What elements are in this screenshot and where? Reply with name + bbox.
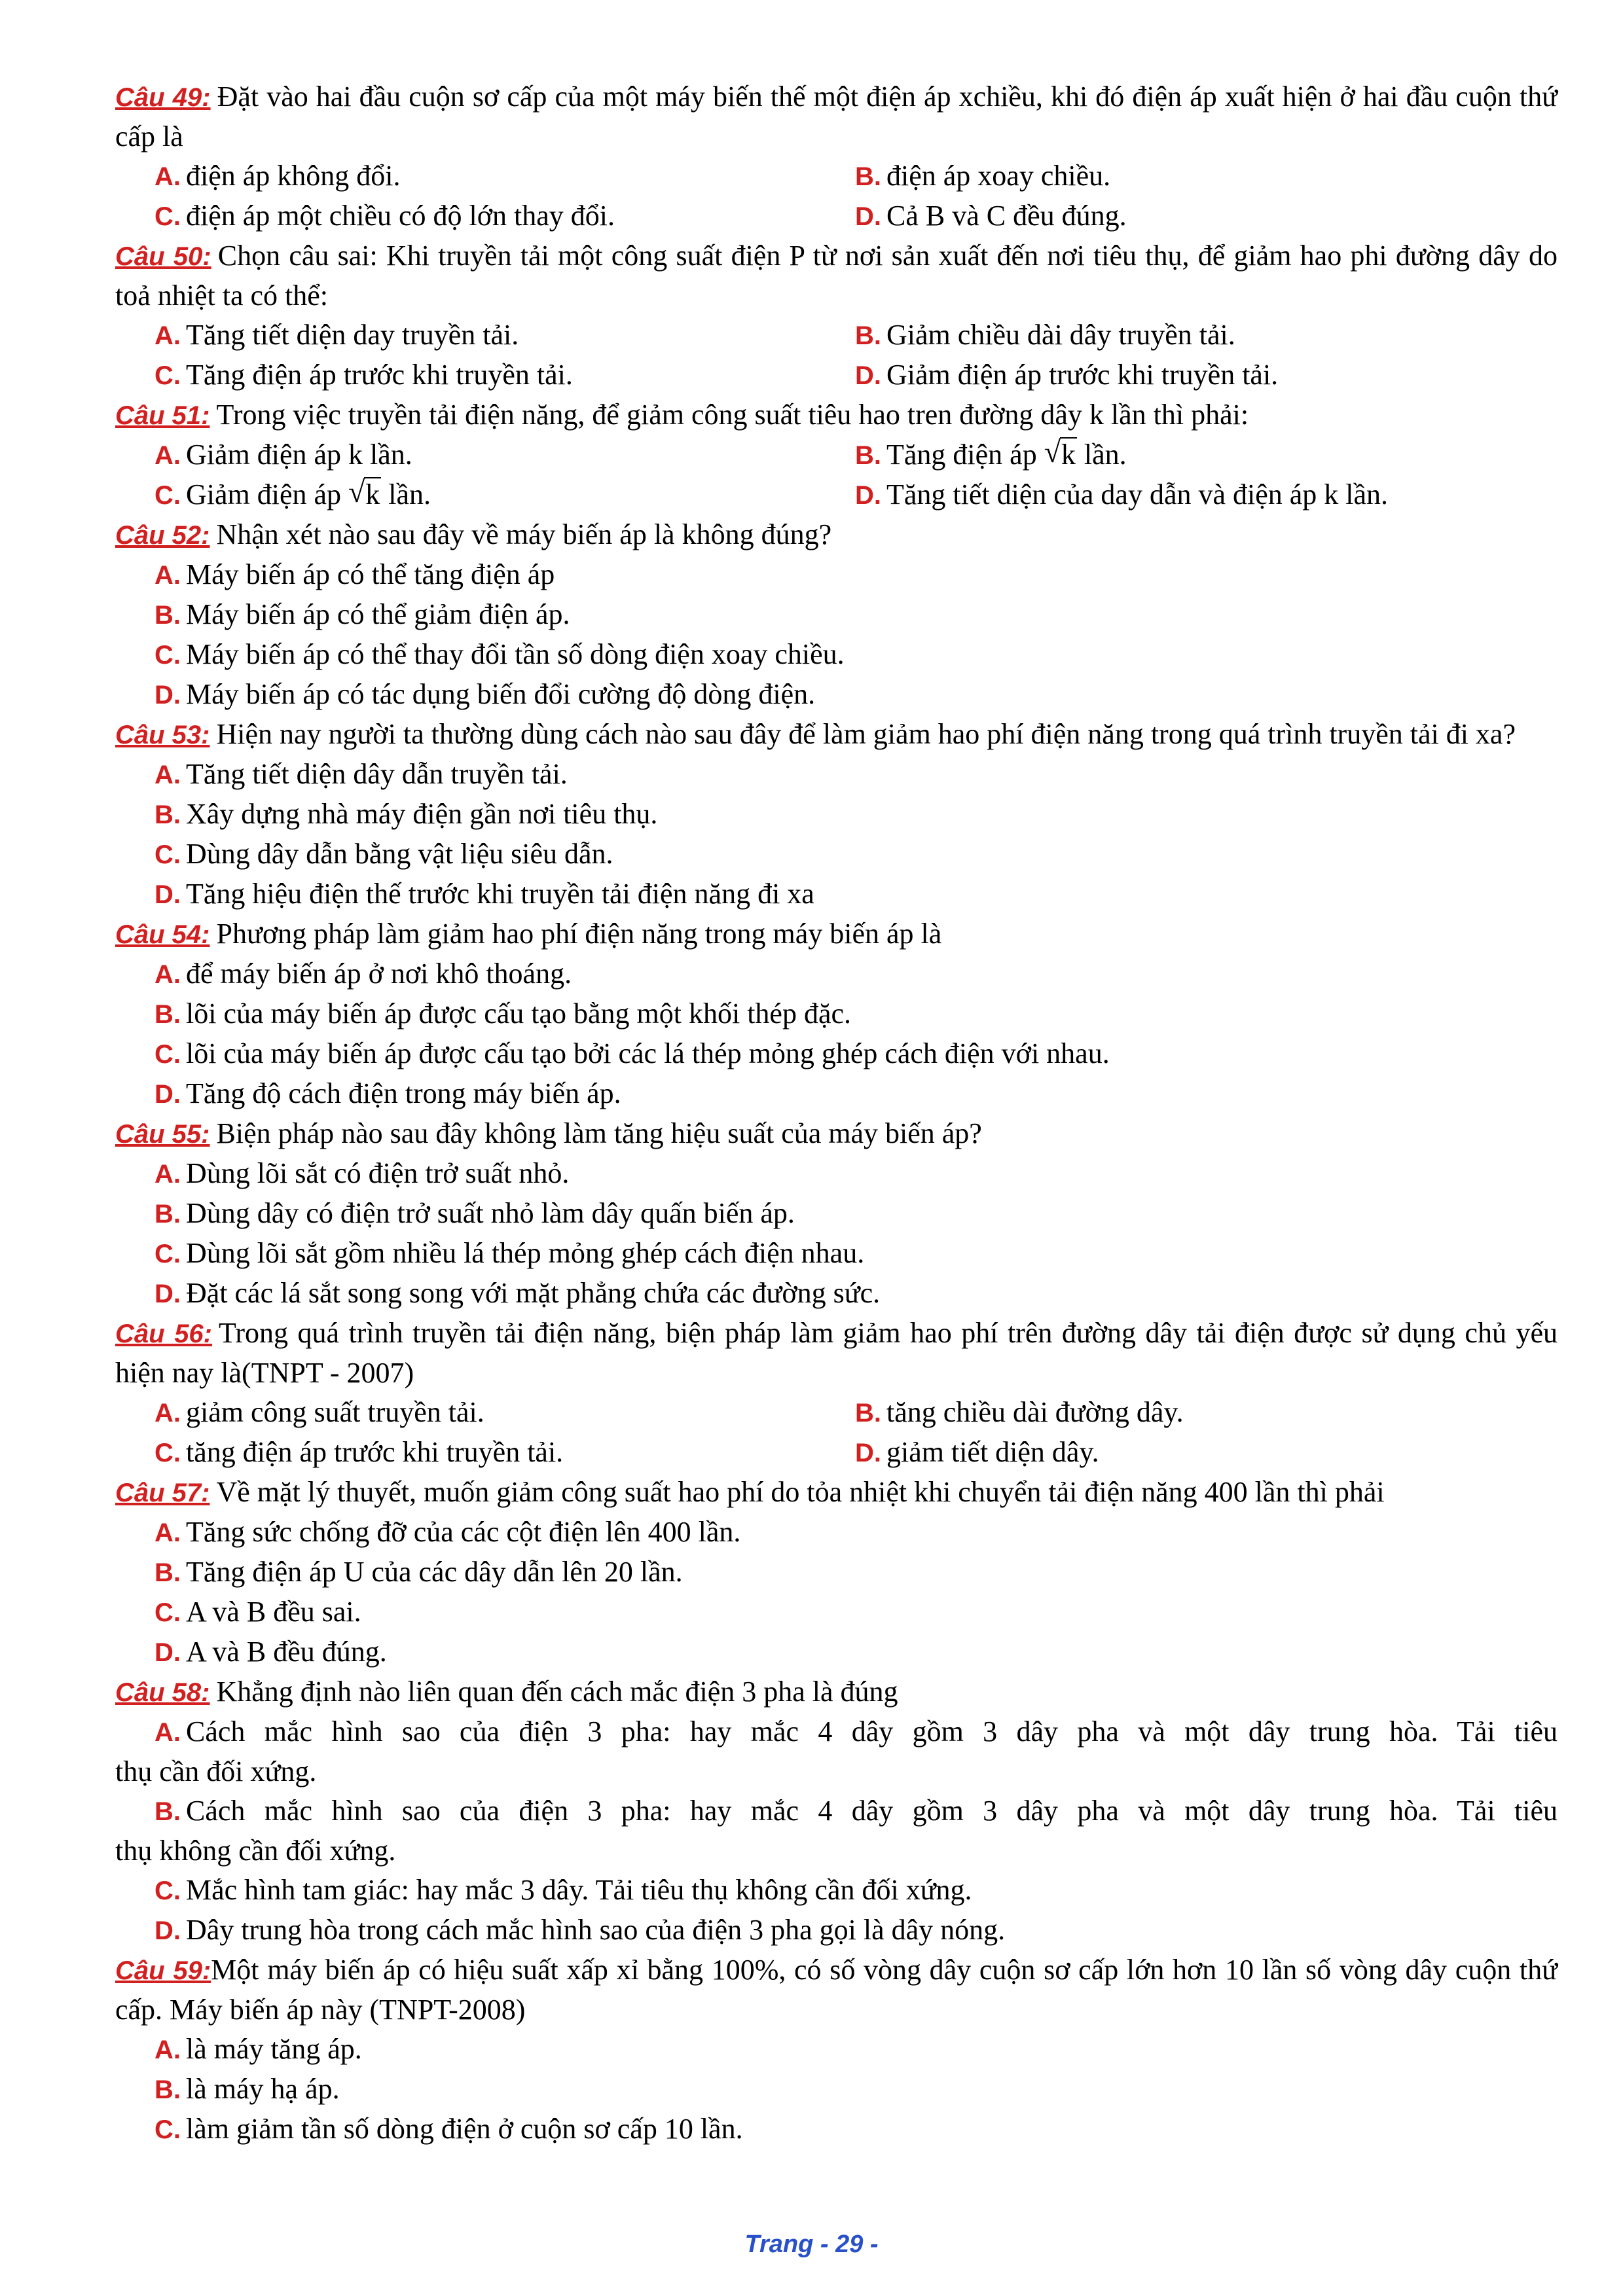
- option-c: C. Dùng dây dẫn bằng vật liệu siêu dẫn.: [155, 838, 613, 870]
- question-text: Câu 52: Nhận xét nào sau đây về máy biến áp là không đúng?: [115, 518, 832, 550]
- question-54: [115, 914, 1558, 1114]
- option-d: D. Dây trung hòa trong cách mắc hình sao của điện 3 pha gọi là dây nóng.: [155, 1914, 1006, 1946]
- option-a: A. giảm công suất truyền tải.: [155, 1396, 484, 1428]
- option-b: B. Máy biến áp có thể giảm điện áp.: [155, 598, 570, 630]
- options: [115, 2030, 1558, 2149]
- question-53: [115, 715, 1558, 914]
- option-a: A. điện áp không đổi.: [155, 160, 401, 192]
- option-d: D. Tăng tiết diện của day dẫn và điện áp k lần.: [855, 478, 1389, 511]
- options: [115, 1154, 1558, 1314]
- question-59: [115, 1950, 1558, 2149]
- option-c: C. Mắc hình tam giác: hay mắc 3 dây. Tải tiêu thụ không cần đối xứng.: [155, 1874, 972, 1906]
- question-51: [115, 395, 1558, 515]
- question-text: Câu 50: Chọn câu sai: Khi truyền tải một công suất điện P từ nơi sản xuất đến nơi tiêu thụ, để giảm hao phi đường dây do toả nhiệt ta có thể:: [115, 240, 1558, 312]
- question-text: Câu 56: Trong quá trình truyền tải điện năng, biện pháp làm giảm hao phí trên đường dây tải điện được sử dụng chủ yếu hiện nay là(TNPT - 2007): [115, 1317, 1558, 1389]
- question-58: [115, 1672, 1558, 1950]
- option-b: B. Tăng điện áp U của các dây dẫn lên 20 lần.: [155, 1556, 683, 1588]
- option-b: B. Dùng dây có điện trở suất nhỏ làm dây quấn biến áp.: [155, 1197, 795, 1229]
- question-56: [115, 1314, 1558, 1473]
- option-b: B. là máy hạ áp.: [155, 2073, 340, 2105]
- option-a: A. Máy biến áp có thể tăng điện áp: [155, 558, 555, 590]
- question-label: Câu 52:: [115, 521, 210, 550]
- question-label: Câu 51:: [115, 401, 210, 430]
- option-c: C. lõi của máy biến áp được cấu tạo bởi các lá thép mỏng ghép cách điện với nhau.: [155, 1037, 1110, 1069]
- option-d: D. Đặt các lá sắt song song với mặt phẳng chứa các đường sức.: [155, 1277, 881, 1309]
- question-label: Câu 56:: [115, 1319, 213, 1348]
- square-root-symbol: √ k: [1044, 435, 1077, 475]
- option-a: A. để máy biến áp ở nơi khô thoáng.: [155, 958, 572, 990]
- question-label: Câu 53:: [115, 721, 210, 749]
- option-b-continued: thụ không cần đối xứng.: [115, 1835, 396, 1867]
- option-d: D. giảm tiết diện dây.: [855, 1436, 1099, 1468]
- options: [115, 156, 1558, 236]
- option-d: D. Cả B và C đều đúng.: [855, 200, 1127, 232]
- options: [115, 435, 1558, 515]
- option-c: C. Dùng lõi sắt gồm nhiều lá thép mỏng ghép cách điện nhau.: [155, 1237, 865, 1269]
- options: [115, 954, 1558, 1114]
- square-root-symbol: √ k: [348, 475, 381, 514]
- question-50: [115, 236, 1558, 395]
- options: [115, 1513, 1558, 1672]
- option-a: A. Dùng lõi sắt có điện trở suất nhỏ.: [155, 1157, 570, 1189]
- option-a: A. Tăng tiết diện dây dẫn truyền tải.: [155, 758, 568, 790]
- question-57: [115, 1473, 1558, 1672]
- question-text: Câu 49: Đặt vào hai đầu cuộn sơ cấp của một máy biến thế một điện áp xchiều, khi đó điện áp xuất hiện ở hai đầu cuộn thứ cấp là: [115, 81, 1558, 152]
- question-text: Câu 54: Phương pháp làm giảm hao phí điện năng trong máy biến áp là: [115, 918, 942, 950]
- option-a: A. Cách mắc hình sao của điện 3 pha: hay mắc 4 dây gồm 3 dây pha và một dây trung hòa. Tải tiêu: [155, 1715, 1558, 1748]
- options: [115, 1712, 1558, 1950]
- option-d: D. Máy biến áp có tác dụng biến đổi cường độ dòng điện.: [155, 678, 816, 710]
- question-55: [115, 1114, 1558, 1314]
- question-label: Câu 57:: [115, 1479, 210, 1507]
- option-a: A. Tăng sức chống đỡ của các cột điện lên 400 lần.: [155, 1516, 741, 1548]
- option-a: A. là máy tăng áp.: [155, 2033, 362, 2065]
- options: [115, 1393, 1558, 1473]
- option-b: B. Tăng điện áp √ k lần.: [855, 435, 1556, 475]
- option-a-continued: thụ cần đối xứng.: [115, 1755, 317, 1787]
- question-label: Câu 58:: [115, 1678, 210, 1707]
- option-d: D. Tăng độ cách điện trong máy biến áp.: [155, 1077, 621, 1109]
- question-text: Câu 53: Hiện nay người ta thường dùng cách nào sau đây để làm giảm hao phí điện năng trong quá trình truyền tải đi xa?: [115, 718, 1516, 750]
- option-c: C. làm giảm tần số dòng điện ở cuộn sơ cấp 10 lần.: [155, 2113, 743, 2145]
- option-b: B. Cách mắc hình sao của điện 3 pha: hay mắc 4 dây gồm 3 dây pha và một dây trung hòa. Tải tiêu: [155, 1795, 1558, 1827]
- option-b: B. Xây dựng nhà máy điện gần nơi tiêu thụ.: [155, 798, 658, 830]
- question-text: Câu 58: Khẳng định nào liên quan đến cách mắc điện 3 pha là đúng: [115, 1676, 898, 1708]
- option-d: D. A và B đều đúng.: [155, 1636, 387, 1668]
- question-label: Câu 50:: [115, 242, 211, 271]
- options: [115, 755, 1558, 914]
- option-b: B. điện áp xoay chiều.: [855, 160, 1111, 192]
- question-52: [115, 515, 1558, 715]
- question-label: Câu 55:: [115, 1120, 210, 1149]
- option-b: B. Giảm chiều dài dây truyền tải.: [855, 319, 1235, 351]
- option-c: C. Giảm điện áp √ k lần.: [155, 475, 855, 515]
- option-c: C. Máy biến áp có thể thay đổi tần số dòng điện xoay chiều.: [155, 638, 845, 670]
- page-number: Trang - 29 -: [744, 2231, 879, 2258]
- options: [115, 555, 1558, 715]
- options: [115, 315, 1558, 395]
- question-label: Câu 59:: [115, 1956, 211, 1985]
- question-49: [115, 77, 1558, 236]
- question-text: Câu 59:Một máy biến áp có hiệu suất xấp xỉ bằng 100%, có số vòng dây cuộn sơ cấp lớn hơn 10 lần số vòng dây cuộn thứ cấp. Máy biến áp này (TNPT-2008): [115, 1954, 1558, 2026]
- option-d: D. Giảm điện áp trước khi truyền tải.: [855, 359, 1279, 391]
- question-label: Câu 49:: [115, 83, 211, 112]
- option-b: B. lõi của máy biến áp được cấu tạo bằng một khối thép đặc.: [155, 997, 852, 1030]
- option-d: D. Tăng hiệu điện thế trước khi truyền tải điện năng đi xa: [155, 878, 814, 910]
- question-text: Câu 51: Trong việc truyền tải điện năng, để giảm công suất tiêu hao tren đường dây k lần thì phải:: [115, 399, 1249, 431]
- option-c: C. Tăng điện áp trước khi truyền tải.: [155, 359, 573, 391]
- option-c: C. tăng điện áp trước khi truyền tải.: [155, 1436, 564, 1468]
- option-b: B. tăng chiều dài đường dây.: [855, 1396, 1184, 1428]
- question-text: Câu 55: Biện pháp nào sau đây không làm tăng hiệu suất của máy biến áp?: [115, 1117, 982, 1149]
- option-a: A. Giảm điện áp k lần.: [155, 439, 412, 471]
- question-text: Câu 57: Về mặt lý thuyết, muốn giảm công suất hao phí do tỏa nhiệt khi chuyển tải điện năng 400 lần thì phải: [115, 1476, 1385, 1508]
- option-c: C. A và B đều sai.: [155, 1596, 361, 1628]
- option-c: C. điện áp một chiều có độ lớn thay đổi.: [155, 200, 615, 232]
- option-a: A. Tăng tiết diện day truyền tải.: [155, 319, 519, 351]
- question-label: Câu 54:: [115, 920, 210, 949]
